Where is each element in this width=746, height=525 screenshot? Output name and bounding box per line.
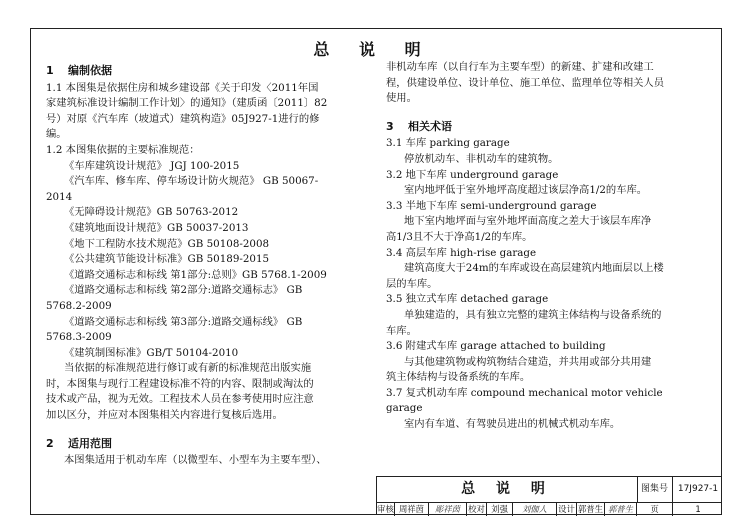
term-definition: 筑主体结构与设备系统的车库。 — [386, 371, 531, 384]
reference-item: 《车库建筑设计规范》 JGJ 100-2015 — [64, 159, 240, 172]
reference-item: 《地下工程防水技术规范》GB 50108-2008 — [64, 237, 270, 250]
section-1-heading — [46, 63, 368, 79]
reference-item: 《道路交通标志和标线 第2部分:道路交通标志》 GB — [64, 284, 303, 297]
design-label: 设计 — [557, 502, 577, 516]
term-heading: 3.7 复式机动车库 compound mechanical motor vehicle — [386, 386, 663, 399]
term-heading: 3.4 高层车库 high-rise garage — [386, 246, 537, 259]
checker-signature: 刘伽人 — [513, 502, 557, 516]
term-heading: 3.2 地下车库 underground garage — [386, 168, 559, 181]
section-3-heading — [386, 119, 712, 135]
section-2-heading — [46, 436, 368, 452]
reference-item: 《公共建筑节能设计标准》GB 50189-2015 — [64, 253, 270, 266]
term-heading: 3.3 半地下车库 semi-underground garage — [386, 199, 597, 212]
paragraph-line: 使用。 — [386, 92, 417, 105]
paragraph-line: 1.1 本图集是依据住房和城乡建设部《关于印发〈2011年国 — [46, 81, 319, 94]
designer-signature: 郭普生 — [605, 502, 637, 516]
paragraph-line: 1.2 本图集依据的主要标准规范： — [46, 143, 200, 156]
paragraph-line: 非机动车库（以自行车为主要车型）的新建、扩建和改建工 — [386, 61, 654, 73]
section-number: 1 — [46, 64, 54, 77]
reviewer-name: 周祥茵 — [395, 502, 429, 516]
paragraph-line: 本图集适用于机动车库（以微型车、小型车为主要车型）、 — [64, 454, 327, 467]
check-label: 校对 — [467, 502, 487, 516]
atlas-number-label: 图集号 — [637, 477, 673, 502]
section-title: 适用范围 — [68, 436, 112, 450]
reference-item: 5768.3-2009 — [46, 331, 112, 344]
term-heading: 3.1 车库 parking garage — [386, 137, 510, 150]
term-definition: 车库。 — [386, 324, 417, 337]
paragraph-line: 时，本图集与现行工程建设标准不符的内容、限制或淘汰的 — [46, 377, 314, 390]
page-label: 页 — [637, 502, 673, 516]
paragraph-line: 当依据的标准规范进行修订或有新的标准规范出版实施 — [64, 362, 312, 375]
reference-item: 2014 — [46, 190, 73, 203]
right-column — [386, 60, 712, 433]
designer-name: 郭普生 — [577, 504, 604, 514]
reference-item: 《汽车库、修车库、停车场设计防火规范》 GB 50067- — [64, 175, 319, 188]
reference-item: 5768.2-2009 — [46, 299, 112, 312]
left-column — [46, 60, 368, 469]
paragraph-line: 家建筑标准设计编制工作计划〉的通知》（建质函〔2011〕82 — [46, 97, 328, 110]
reference-item: 《建筑制图标准》GB/T 50104-2010 — [64, 346, 239, 359]
reviewer-signature: 彫祥茵 — [429, 502, 467, 516]
term-definition: 高1/3且不大于净高1/2的车库。 — [386, 230, 533, 243]
page-title: 总 说 明 — [313, 40, 433, 59]
title-block-row — [377, 502, 722, 516]
paragraph-line: 加以区分，并应对本图集相关内容进行复核后选用。 — [46, 409, 283, 422]
page-number: 1 — [695, 504, 701, 514]
paragraph-line: 号）对原《汽车库（坡道式）建筑构造》05J927-1进行的修 — [46, 112, 320, 125]
term-definition: 建筑高度大于24m的车库或设在高层建筑内地面层以上楼 — [404, 262, 664, 275]
term-definition: 层的车库。 — [386, 277, 438, 290]
reference-item: 《建筑地面设计规范》GB 50037-2013 — [64, 221, 249, 234]
title-block — [376, 476, 722, 515]
term-definition: 单独建造的，具有独立完整的建筑主体结构与设备系统的 — [404, 308, 662, 321]
review-label: 审核 — [377, 504, 394, 514]
paragraph-line: 技术或产品，视为无效。工程技术人员在参考使用时应注意 — [46, 393, 314, 406]
title-block-title: 总 说 明 — [377, 477, 638, 502]
paragraph-line: 程，供建设单位、设计单位、施工单位、监理单位等相关人员 — [386, 76, 665, 89]
reference-item: 《道路交通标志和标线 第1部分:总则》GB 5768.1-2009 — [64, 268, 327, 281]
term-definition: 室内有车道、有驾驶员进出的机械式机动车库。 — [404, 418, 621, 431]
section-title: 相关术语 — [408, 119, 452, 133]
section-title: 编制依据 — [68, 64, 112, 77]
term-definition: 停放机动车、非机动车的建筑物。 — [404, 152, 559, 165]
section-number: 2 — [46, 436, 54, 450]
atlas-number: 17J927-1 — [677, 484, 719, 494]
term-definition: 与其他建筑物或构筑物结合建造，并共用或部分共用建 — [404, 355, 652, 368]
reference-item: 《无障碍设计规范》GB 50763-2012 — [64, 206, 239, 219]
title-block-row — [377, 477, 722, 503]
term-definition: 地下室内地坪面与室外地坪面高度之差大于该层车库净 — [404, 215, 652, 228]
term-heading: 3.5 独立式车库 detached garage — [386, 293, 549, 306]
term-heading: 3.6 附建式车库 garage attached to building — [386, 340, 606, 353]
checker-name: 刘强 — [487, 502, 513, 516]
paragraph-line: 编。 — [46, 128, 67, 141]
term-definition: garage — [386, 402, 423, 415]
term-definition: 室内地坪低于室外地坪高度超过该层净高1/2的车库。 — [404, 184, 648, 197]
section-number: 3 — [386, 119, 394, 133]
reference-item: 《道路交通标志和标线 第3部分:道路交通标线》 GB — [64, 315, 303, 328]
